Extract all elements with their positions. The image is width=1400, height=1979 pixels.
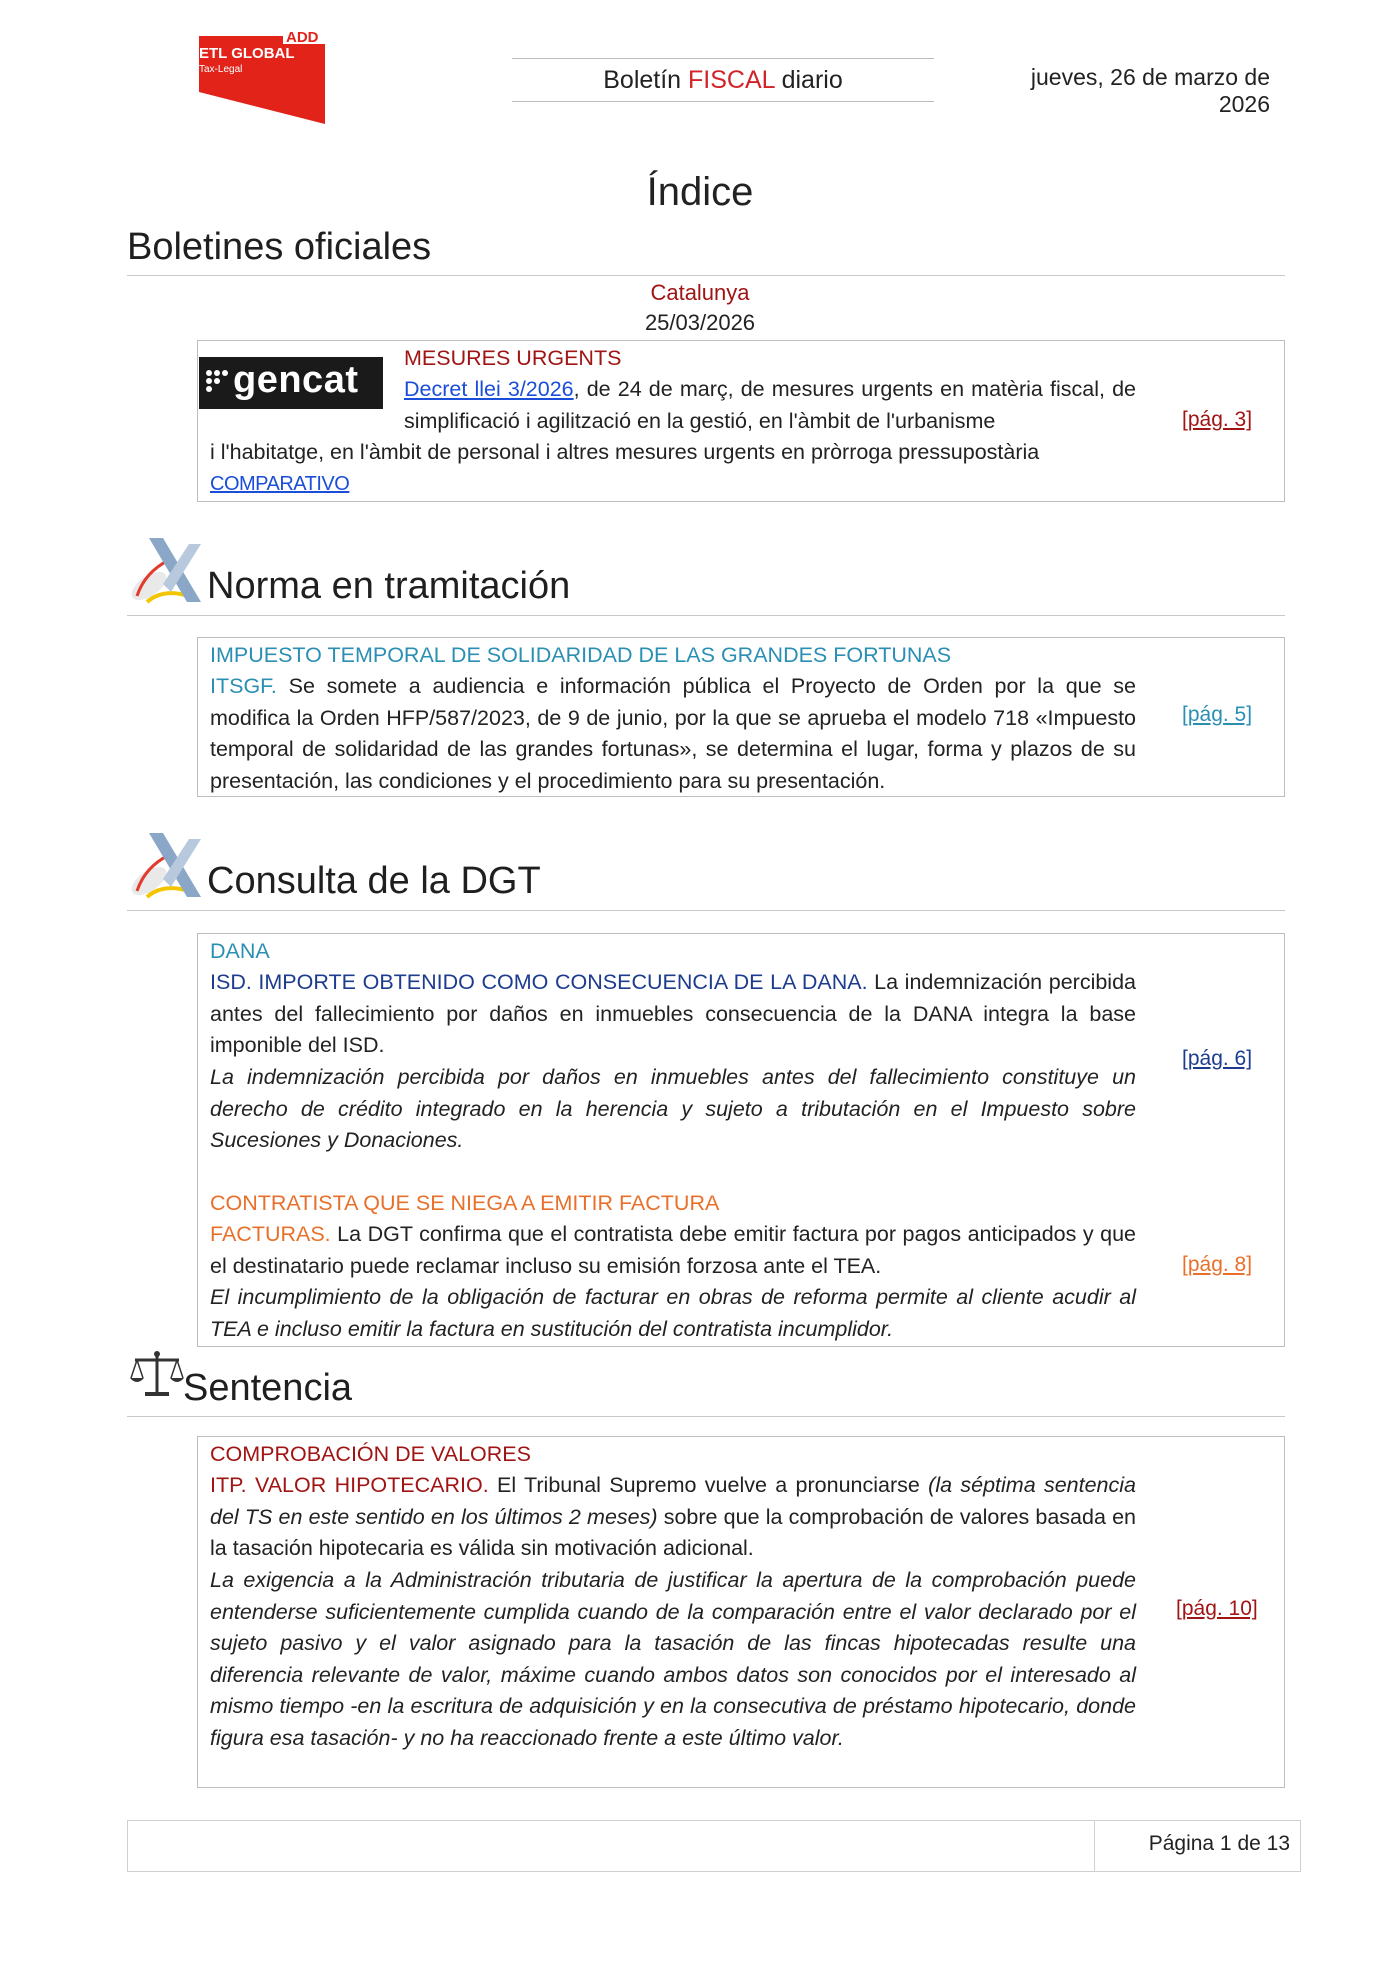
- bulletin-title: [512, 58, 934, 102]
- entry-lead: FACTURAS.: [210, 1222, 331, 1246]
- entry-text: [210, 1219, 1136, 1282]
- logo-sub-text: Tax-Legal: [199, 64, 243, 75]
- entry-category: DANA: [210, 939, 270, 963]
- entry-summary: La indemnización percibida por daños en inmuebles antes del fallecimiento constituye un derecho de crédito integrado en la herencia y sujeto a tributación en el Impuesto sobre Sucesiones y Donaciones.: [210, 1065, 1136, 1152]
- logo-add-text: ADD: [286, 29, 319, 46]
- section-divider: [127, 615, 1285, 616]
- section-title-norma: Norma en tramitación: [207, 565, 571, 607]
- page-number: Página 1 de 13: [1148, 1832, 1290, 1855]
- bulletin-date: 25/03/2026: [644, 310, 756, 335]
- logo-text: ETL GLOBAL: [199, 45, 295, 62]
- entry-text-a: , de 24 de març, de mesures urgents en matèria fiscal, de simplificació i agilització en la gestió, en l'àmbit de l'urbanisme: [404, 377, 1136, 433]
- bulletin-title-pre: Boletín: [603, 66, 689, 94]
- region-label: Catalunya: [650, 280, 750, 305]
- entry-body: La indemnización percibida antes del fallecimiento por daños en inmuebles consecuencia de la DANA integra la base imponible del ISD.: [210, 970, 1136, 1057]
- section-title-sentencia: Sentencia: [183, 1367, 353, 1409]
- entry-body-italic: (la séptima sentencia del TS en este sentido en los últimos 2 meses): [210, 1473, 1136, 1529]
- page-link-5[interactable]: [pág. 5]: [1182, 703, 1253, 726]
- entry-body-b: sobre que la comprobación de valores basada en la tasación hipotecaria es válida sin motivación adicional.: [210, 1504, 1136, 1560]
- entry-lead: ISD. IMPORTE OBTENIDO COMO CONSECUENCIA DE LA DANA.: [210, 970, 868, 994]
- scales-of-justice-icon: [129, 1348, 185, 1400]
- entry-text: [210, 1470, 1136, 1565]
- page-link-6[interactable]: [pág. 6]: [1182, 1047, 1253, 1070]
- gencat-logo: [199, 357, 383, 409]
- entry-text: [210, 671, 1136, 797]
- entry-lead: ITP. VALOR HIPOTECARIO.: [210, 1473, 489, 1497]
- entry-category: COMPROBACIÓN DE VALORES: [210, 1442, 531, 1466]
- page-link-3[interactable]: [pág. 3]: [1182, 408, 1253, 431]
- entry-body: Se somete a audiencia e información pública el Proyecto de Orden por la que se modifica la Orden HFP/587/2023, de 9 de junio, por la que se aprueba el modelo 718 «Impuesto temporal de solidaridad de las grandes fortunas», se determina el lugar, forma y plazos de su presentación, las condiciones y el procedimiento para su presentación.: [210, 674, 1136, 793]
- bulletin-title-fiscal: FISCAL: [688, 66, 775, 94]
- entry-category: CONTRATISTA QUE SE NIEGA A EMITIR FACTURA: [210, 1191, 720, 1215]
- entry-summary: La exigencia a la Administración tributaria de justificar la apertura de la comprobación puede entenderse suficientemente cumplida cuando de la comparación entre el valor declarado por el sujeto pasivo y el valor asignado para la tasación de las fincas hipotecadas resulte una diferencia relevante de valor, máxime cuando ambos datos son conocidos por el interesado al mismo tiempo -en la escritura de adquisición y en la consecutiva de préstamo hipotecario, donde figura esa tasación- y no ha reaccionado frente a este último valor.: [210, 1568, 1136, 1750]
- bulletin-title-post: diario: [774, 66, 843, 94]
- section-title-boletines: Boletines oficiales: [127, 226, 432, 268]
- entry-body: La DGT confirma que el contratista debe emitir factura por pagos anticipados y que el destinatario puede reclamar incluso su emisión forzosa ante el TEA.: [210, 1222, 1136, 1278]
- page-link-8[interactable]: [pág. 8]: [1182, 1253, 1253, 1276]
- entry-category: IMPUESTO TEMPORAL DE SOLIDARIDAD DE LAS GRANDES FORTUNAS: [210, 643, 952, 667]
- entry-summary: El incumplimiento de la obligación de facturar en obras de reforma permite al cliente acudir al TEA e incluso emitir la factura en sustitución del contratista incumplidor.: [210, 1285, 1136, 1341]
- section-divider: [127, 275, 1285, 276]
- etl-global-logo: [193, 28, 333, 124]
- decret-llei-link[interactable]: Decret llei 3/2026: [404, 377, 574, 401]
- gencat-logo-text: gencat: [233, 359, 359, 401]
- comparativo-link[interactable]: COMPARATIVO: [210, 473, 350, 495]
- header-date: jueves, 26 de marzo de 2026: [1030, 64, 1270, 117]
- tax-agency-icon: [127, 825, 207, 905]
- section-divider: [127, 910, 1285, 911]
- entry-category: MESURES URGENTS: [404, 346, 622, 370]
- entry-lead: ITSGF.: [210, 674, 277, 698]
- section-title-consulta: Consulta de la DGT: [207, 860, 541, 902]
- entry-body-a: El Tribunal Supremo vuelve a pronunciarse: [488, 1473, 929, 1497]
- footer-divider: [1094, 1820, 1095, 1872]
- tax-agency-icon: [127, 530, 207, 610]
- page-link-10[interactable]: [pág. 10]: [1176, 1597, 1258, 1620]
- entry-text-b: i l'habitatge, en l'àmbit de personal i altres mesures urgents en pròrroga pressupostària: [210, 440, 1040, 464]
- index-title: Índice: [646, 170, 754, 214]
- section-divider: [127, 1416, 1285, 1417]
- entry-text: [404, 374, 1136, 437]
- entry-text: [210, 967, 1136, 1062]
